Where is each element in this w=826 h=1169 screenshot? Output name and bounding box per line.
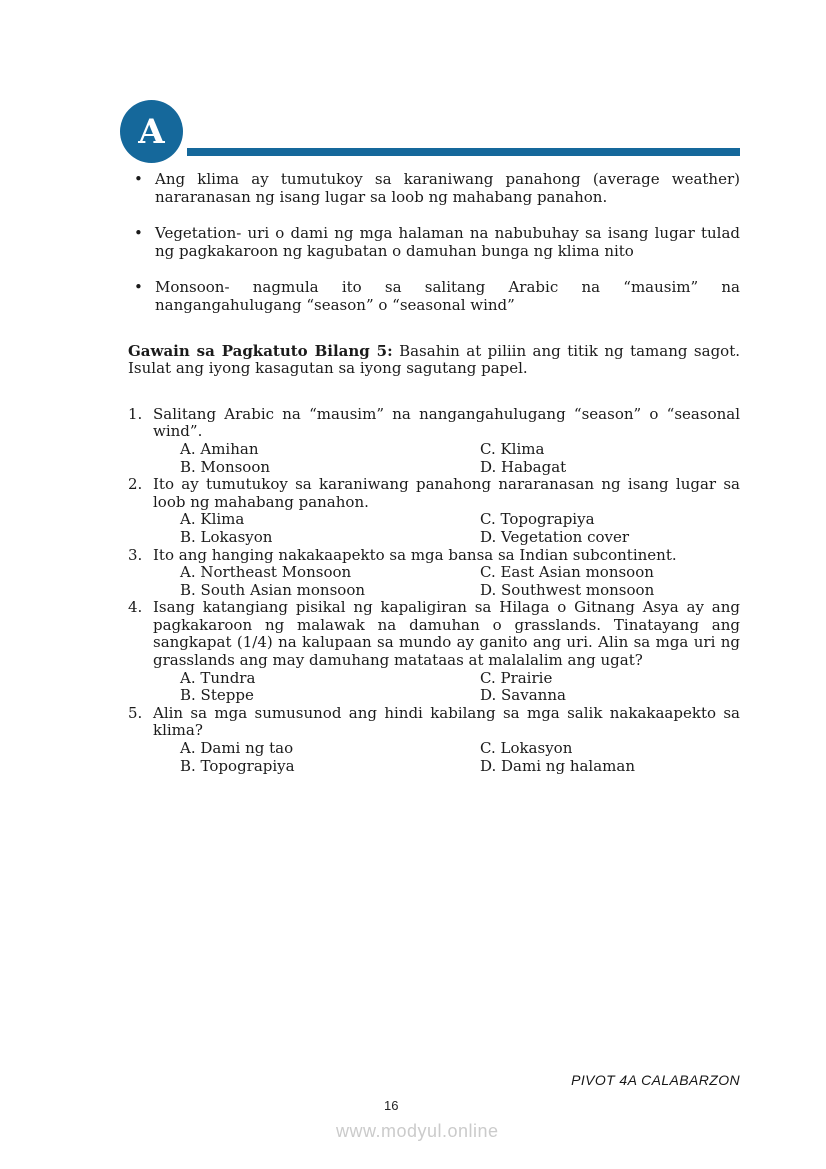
question-options <box>180 564 740 599</box>
definition-list <box>128 171 740 315</box>
option-a: A. Northeast Monsoon <box>180 563 352 582</box>
option-b: B. South Asian monsoon <box>180 580 366 599</box>
question-4 <box>128 599 740 705</box>
question-number: 5. <box>128 703 143 722</box>
page-number: 16 <box>384 1098 399 1113</box>
option-a: A. Dami ng tao <box>180 739 294 758</box>
option-a: A. Tundra <box>180 668 256 687</box>
option-b: B. Topograpiya <box>180 756 295 775</box>
option-d: D. Dami ng halaman <box>480 756 635 775</box>
header-rule <box>187 148 740 156</box>
activity-instructions <box>128 343 740 378</box>
option-a: A. Amihan <box>180 439 259 458</box>
question-text: Ito ang hanging nakakaapekto sa mga bansa sa Indian subcontinent. <box>153 545 677 564</box>
option-c: C. Klima <box>480 439 545 458</box>
section-badge <box>120 100 183 163</box>
question-text: Isang katangiang pisikal ng kapaligiran sa Hilaga o Gitnang Asya ay ang pagkakaroon ng malawak na damuhan o grasslands. Tinatayang ang sangkapat (1/4) na kalupaan sa mundo ay ganito ang uri. Alin sa mga uri ng grasslands ang may damuhang matataas at malalalim ang ugat? <box>153 598 740 670</box>
activity-title: Gawain sa Pagkatuto Bilang 5: <box>128 341 393 360</box>
question-1 <box>128 406 740 476</box>
section-letter: A <box>138 111 165 152</box>
footer-brand: PIVOT 4A CALABARZON <box>571 1072 740 1088</box>
option-b: B. Monsoon <box>180 457 271 476</box>
option-c: C. Prairie <box>480 668 553 687</box>
question-number: 4. <box>128 598 143 617</box>
option-c: C. Topograpiya <box>480 510 595 529</box>
page-content <box>128 171 740 775</box>
question-options <box>180 670 740 705</box>
question-text: Salitang Arabic na “mausim” na nangangahulugang “season” o “seasonal wind”. <box>153 404 740 441</box>
bullet-monsoon: • Monsoon- nagmula ito sa salitang Arabic na “mausim” na nangangahulugang “season” o “seasonal wind” <box>128 279 740 314</box>
option-b: B. Steppe <box>180 686 254 705</box>
question-options <box>180 441 740 476</box>
question-number: 1. <box>128 404 143 423</box>
option-b: B. Lokasyon <box>180 527 273 546</box>
option-d: D. Savanna <box>480 686 566 705</box>
question-options <box>180 740 740 775</box>
question-number: 3. <box>128 545 143 564</box>
question-list <box>128 406 740 775</box>
bullet-vegetation: • Vegetation- uri o dami ng mga halaman na nabubuhay sa isang lugar tulad ng pagkakaroon ng kagubatan o damuhan bunga ng klima nito <box>128 225 740 260</box>
question-text: Alin sa mga sumusunod ang hindi kabilang sa mga salik nakakaapekto sa klima? <box>153 703 740 740</box>
watermark: www.modyul.online <box>336 1121 499 1141</box>
question-text: Ito ay tumutukoy sa karaniwang panahong nararanasan ng isang lugar sa loob ng mahabang panahon. <box>153 475 740 511</box>
bullet-klima: • Ang klima ay tumutukoy sa karaniwang panahong (average weather) nararanasan ng isang lugar sa loob ng mahabang panahon. <box>128 171 740 206</box>
question-5 <box>128 705 740 775</box>
option-c: C. Lokasyon <box>480 739 573 758</box>
question-options <box>180 511 740 546</box>
option-a: A. Klima <box>180 510 245 529</box>
option-d: D. Vegetation cover <box>480 527 630 546</box>
option-d: D. Southwest monsoon <box>480 580 655 599</box>
option-d: D. Habagat <box>480 457 567 476</box>
option-c: C. East Asian monsoon <box>480 563 654 582</box>
question-2 <box>128 476 740 546</box>
question-3 <box>128 547 740 600</box>
question-number: 2. <box>128 475 143 494</box>
activity-directions: Basahin at piliin ang titik ng tamang sagot. Isulat ang iyong kasagutan sa iyong sagutang papel. <box>128 341 740 378</box>
